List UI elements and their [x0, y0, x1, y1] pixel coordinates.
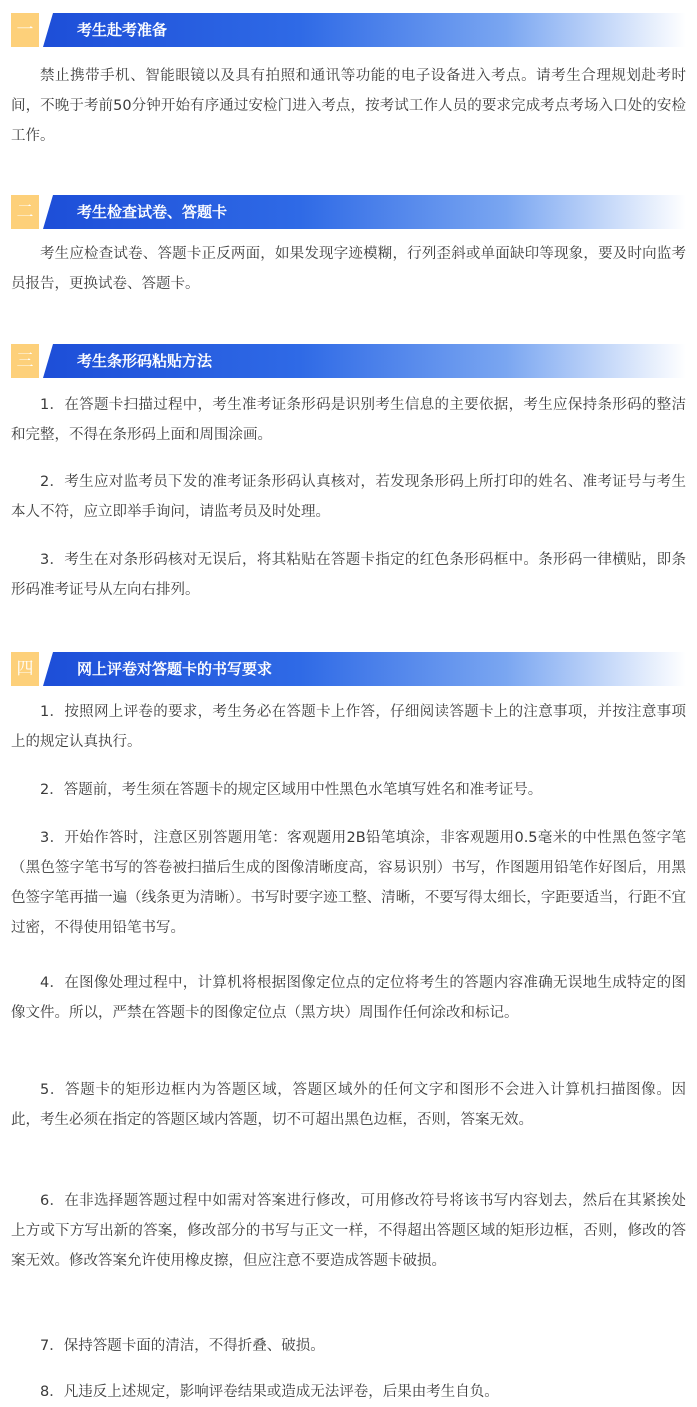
paragraph: 2．答题前，考生须在答题卡的规定区域用中性黑色水笔填写姓名和准考证号。 — [40, 782, 543, 798]
section-title: 考生赴考准备 — [77, 21, 168, 39]
section-header-3 — [11, 344, 686, 378]
section-number-badge: 一 — [11, 13, 39, 47]
section-number-badge: 二 — [11, 195, 39, 229]
paragraph: 2．考生应对监考员下发的准考证条形码认真核对，若发现条形码上所打印的姓名、准考证号与考生本人不符，应立即举手询问，请监考员及时处理。 — [11, 474, 686, 520]
section-title: 考生检查试卷、答题卡 — [77, 203, 228, 221]
section-header-4 — [11, 652, 686, 686]
section-header-2 — [11, 195, 686, 229]
paragraph: 6．在非选择题答题过程中如需对答案进行修改，可用修改符号将该书写内容划去，然后在其紧挨处上方或下方写出新的答案，修改部分的书写与正文一样，不得超出答题区域的矩形边框，否则，修改的答案无效。修改答案允许使用橡皮擦，但应注意不要造成答题卡破损。 — [11, 1193, 686, 1269]
section-number-badge: 四 — [11, 652, 39, 686]
paragraph: 4．在图像处理过程中，计算机将根据图像定位点的定位将考生的答题内容准确无误地生成特定的图像文件。所以，严禁在答题卡的图像定位点（黑方块）周围作任何涂改和标记。 — [11, 975, 686, 1021]
section-title: 考生条形码粘贴方法 — [77, 352, 213, 370]
section-header-1 — [11, 13, 686, 47]
paragraph: 考生应检查试卷、答题卡正反两面，如果发现字迹模糊，行列歪斜或单面缺印等现象，要及时向监考员报告，更换试卷、答题卡。 — [11, 246, 686, 292]
paragraph: 1．在答题卡扫描过程中，考生准考证条形码是识别考生信息的主要依据，考生应保持条形码的整洁和完整，不得在条形码上面和周围涂画。 — [11, 397, 686, 443]
section-number-badge: 三 — [11, 344, 39, 378]
paragraph: 禁止携带手机、智能眼镜以及具有拍照和通讯等功能的电子设备进入考点。请考生合理规划赴考时间，不晚于考前50分钟开始有序通过安检门进入考点，按考试工作人员的要求完成考点考场入口处的安检工作。 — [11, 68, 686, 144]
paragraph: 1．按照网上评卷的要求，考生务必在答题卡上作答，仔细阅读答题卡上的注意事项，并按注意事项上的规定认真执行。 — [11, 704, 686, 750]
paragraph: 3．考生在对条形码核对无误后，将其粘贴在答题卡指定的红色条形码框中。条形码一律横贴，即条形码准考证号从左向右排列。 — [11, 552, 686, 598]
paragraph: 7．保持答题卡面的清洁，不得折叠、破损。 — [40, 1338, 325, 1354]
paragraph: 8．凡违反上述规定，影响评卷结果或造成无法评卷，后果由考生自负。 — [40, 1384, 499, 1400]
paragraph: 3．开始作答时，注意区别答题用笔：客观题用2B铅笔填涂，非客观题用0.5毫米的中性黑色签字笔（黑色签字笔书写的答卷被扫描后生成的图像清晰度高，容易识别）书写，作图题用铅笔作好图后，用黑色签字笔再描一遍（线条更为清晰）。书写时要字迹工整、清晰，不要写得太细长，字距要适当，行距不宜过密，不得使用铅笔书写。 — [11, 830, 686, 936]
paragraph: 5．答题卡的矩形边框内为答题区域，答题区域外的任何文字和图形不会进入计算机扫描图像。因此，考生必须在指定的答题区域内答题，切不可超出黑色边框，否则，答案无效。 — [11, 1082, 686, 1128]
section-title: 网上评卷对答题卡的书写要求 — [77, 660, 273, 678]
